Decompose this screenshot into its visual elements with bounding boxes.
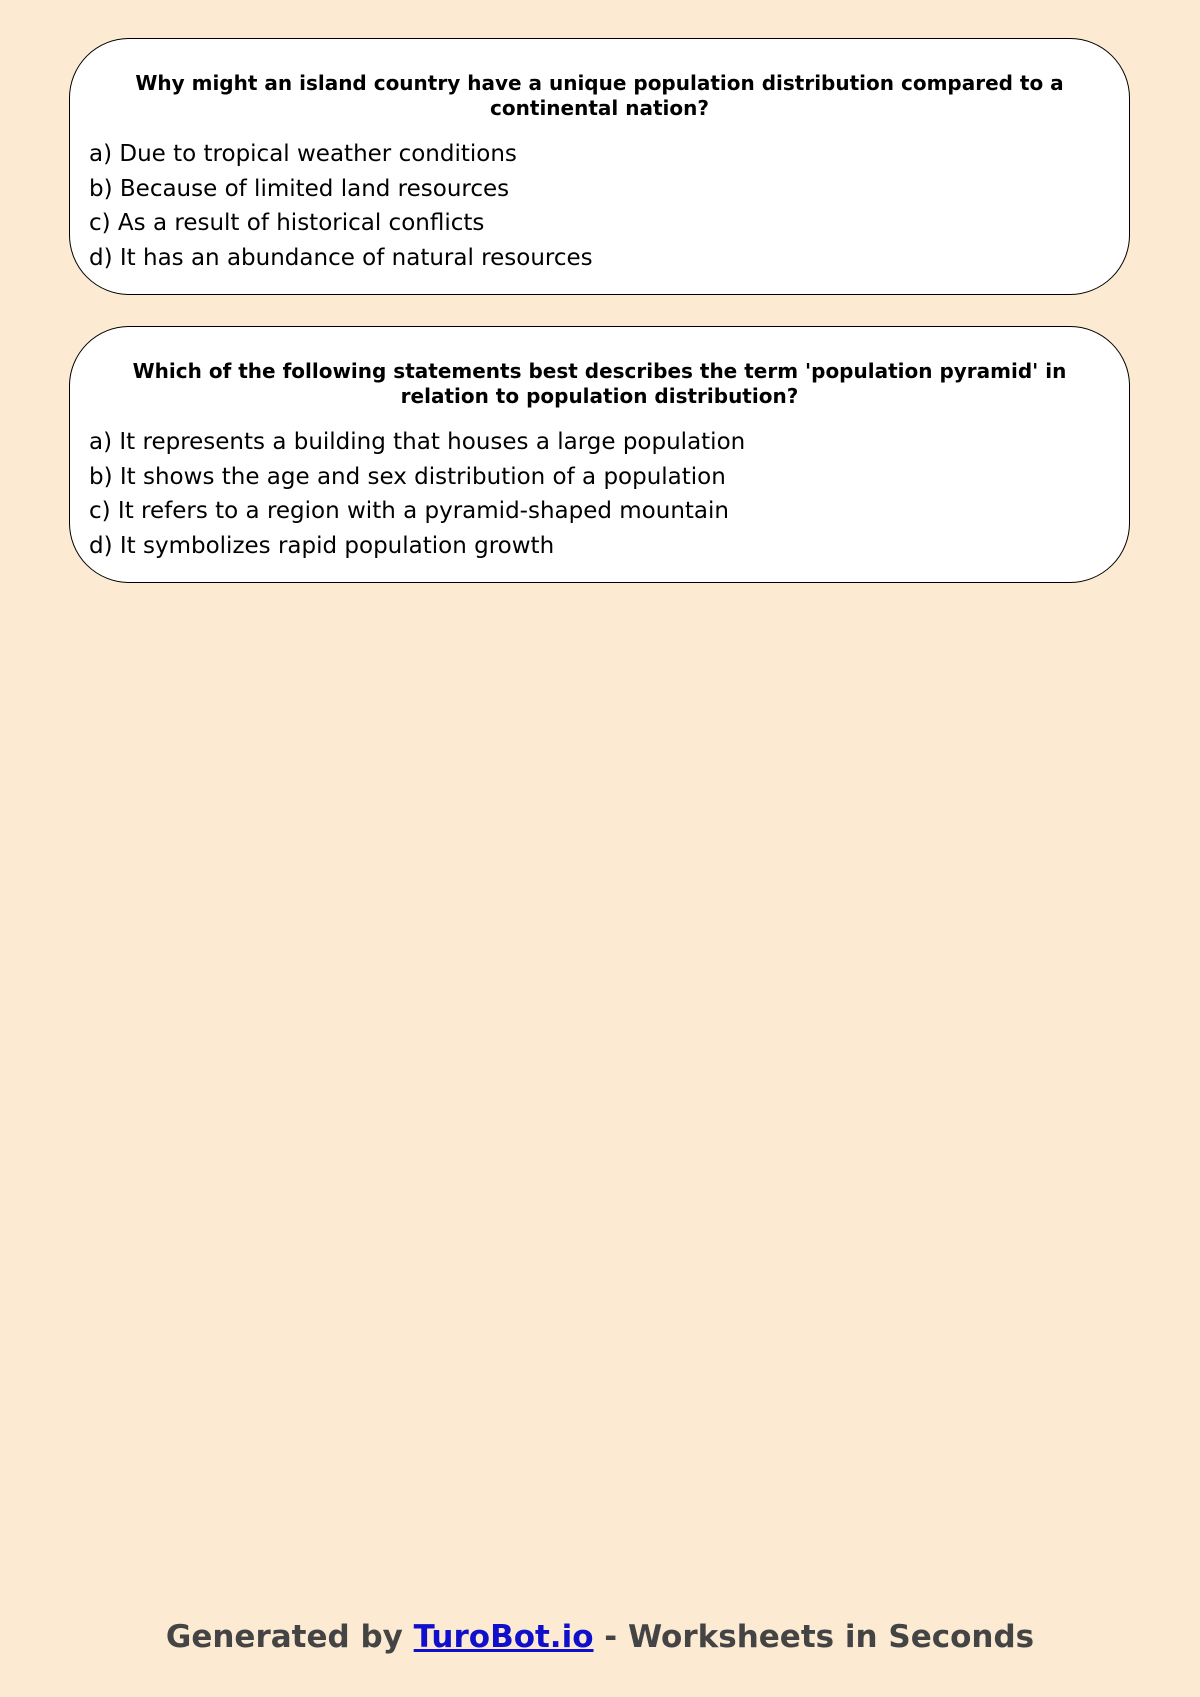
- answer-options: [89, 425, 1129, 563]
- footer-prefix: Generated by: [165, 1619, 414, 1655]
- answer-option-d: d) It has an abundance of natural resources: [89, 244, 593, 271]
- answer-option-c: c) As a result of historical conflicts: [89, 210, 485, 236]
- answer-option-c: c) It refers to a region with a pyramid-shaped mountain: [89, 498, 729, 524]
- answer-options: [89, 137, 1129, 275]
- answer-option-b: b) Because of limited land resources: [89, 175, 510, 202]
- answer-option-b: b) It shows the age and sex distribution of a population: [89, 463, 726, 490]
- answer-option-d: d) It symbolizes rapid population growth: [89, 532, 555, 559]
- answer-option-a: a) Due to tropical weather conditions: [89, 141, 517, 167]
- question-text: Why might an island country have a unique population distribution compared to a continental nation?: [135, 71, 1064, 120]
- footer-credit: [0, 1617, 1200, 1657]
- answer-option-a: a) It represents a building that houses a large population: [89, 429, 746, 455]
- turobot-link[interactable]: TuroBot.io: [413, 1619, 594, 1655]
- question-card: [69, 38, 1130, 295]
- footer-suffix: - Worksheets in Seconds: [593, 1619, 1035, 1655]
- question-text: Which of the following statements best describes the term 'population pyramid' in relation to population distribution?: [132, 359, 1067, 408]
- question-card: [69, 326, 1130, 583]
